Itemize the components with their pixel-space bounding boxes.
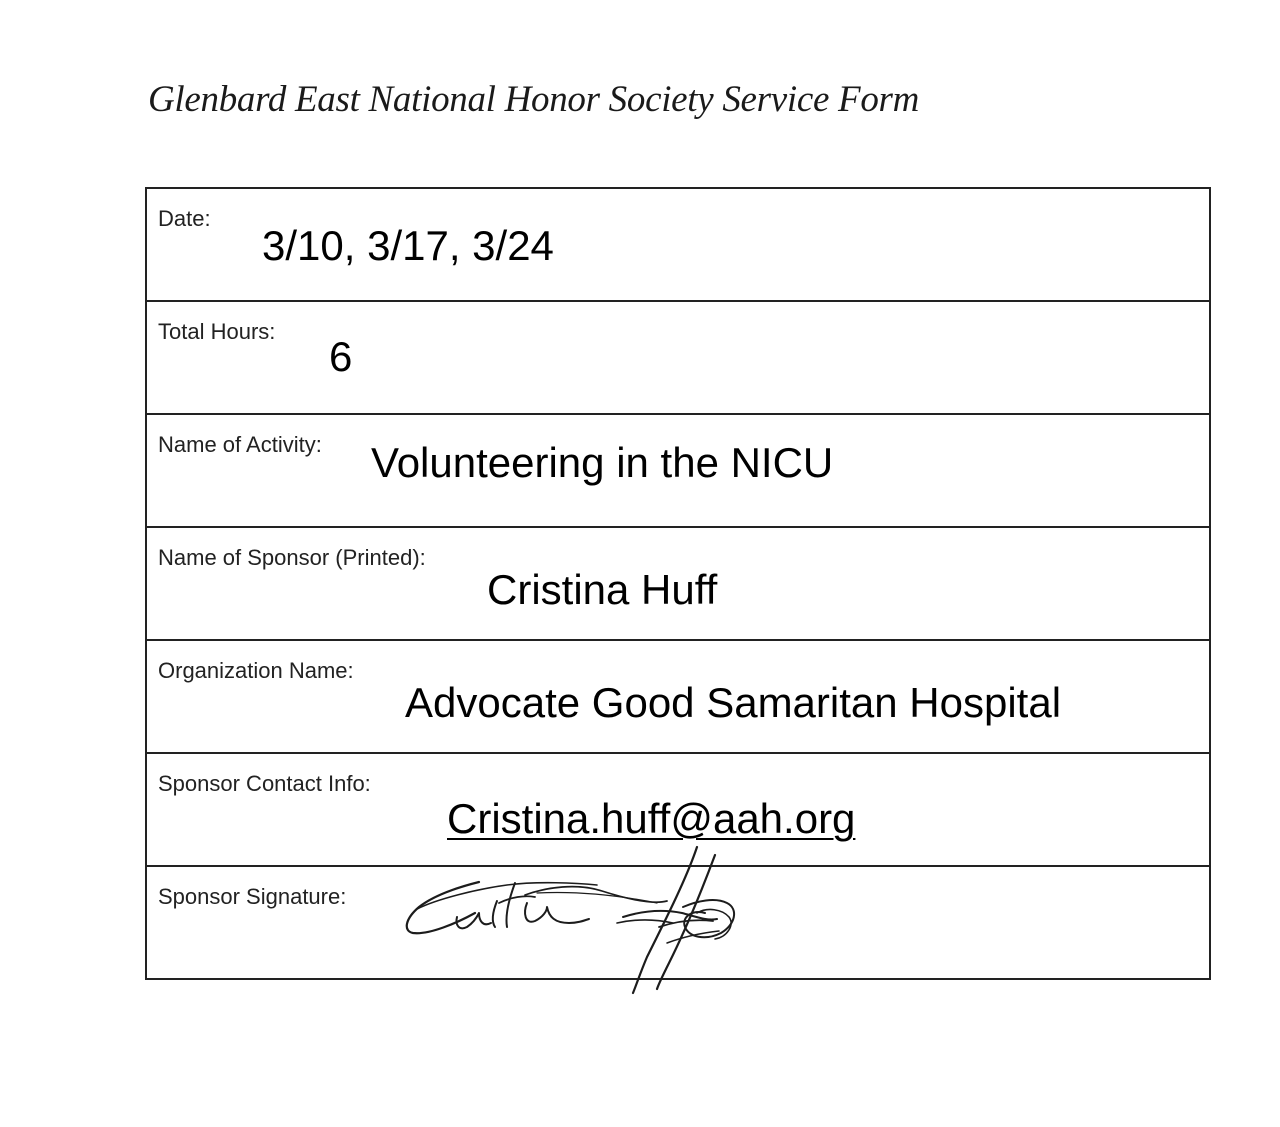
contact-label: Sponsor Contact Info: (158, 771, 371, 796)
form-title: Glenbard East National Honor Society Service Form (148, 79, 920, 120)
sponsor-name-label: Name of Sponsor (Printed): (158, 545, 426, 570)
date-value: 3/10, 3/17, 3/24 (262, 222, 554, 269)
activity-row (147, 413, 1209, 526)
sponsor-name-value: Cristina Huff (487, 566, 718, 613)
signature-row (147, 865, 1209, 978)
organization-row (147, 639, 1209, 752)
total-hours-label: Total Hours: (158, 319, 276, 344)
sponsor-signature-image (397, 847, 777, 997)
activity-value: Volunteering in the NICU (371, 439, 834, 486)
organization-value: Advocate Good Samaritan Hospital (405, 679, 1062, 726)
total-hours-value: 6 (329, 333, 353, 380)
signature-label: Sponsor Signature: (158, 884, 347, 909)
date-row (147, 189, 1209, 300)
total-hours-row (147, 300, 1209, 413)
organization-label: Organization Name: (158, 658, 354, 683)
activity-label: Name of Activity: (158, 432, 322, 457)
date-label: Date: (158, 206, 211, 231)
sponsor-name-row (147, 526, 1209, 639)
service-form-table (145, 187, 1211, 980)
contact-email-link[interactable]: Cristina.huff@aah.org (447, 795, 856, 842)
